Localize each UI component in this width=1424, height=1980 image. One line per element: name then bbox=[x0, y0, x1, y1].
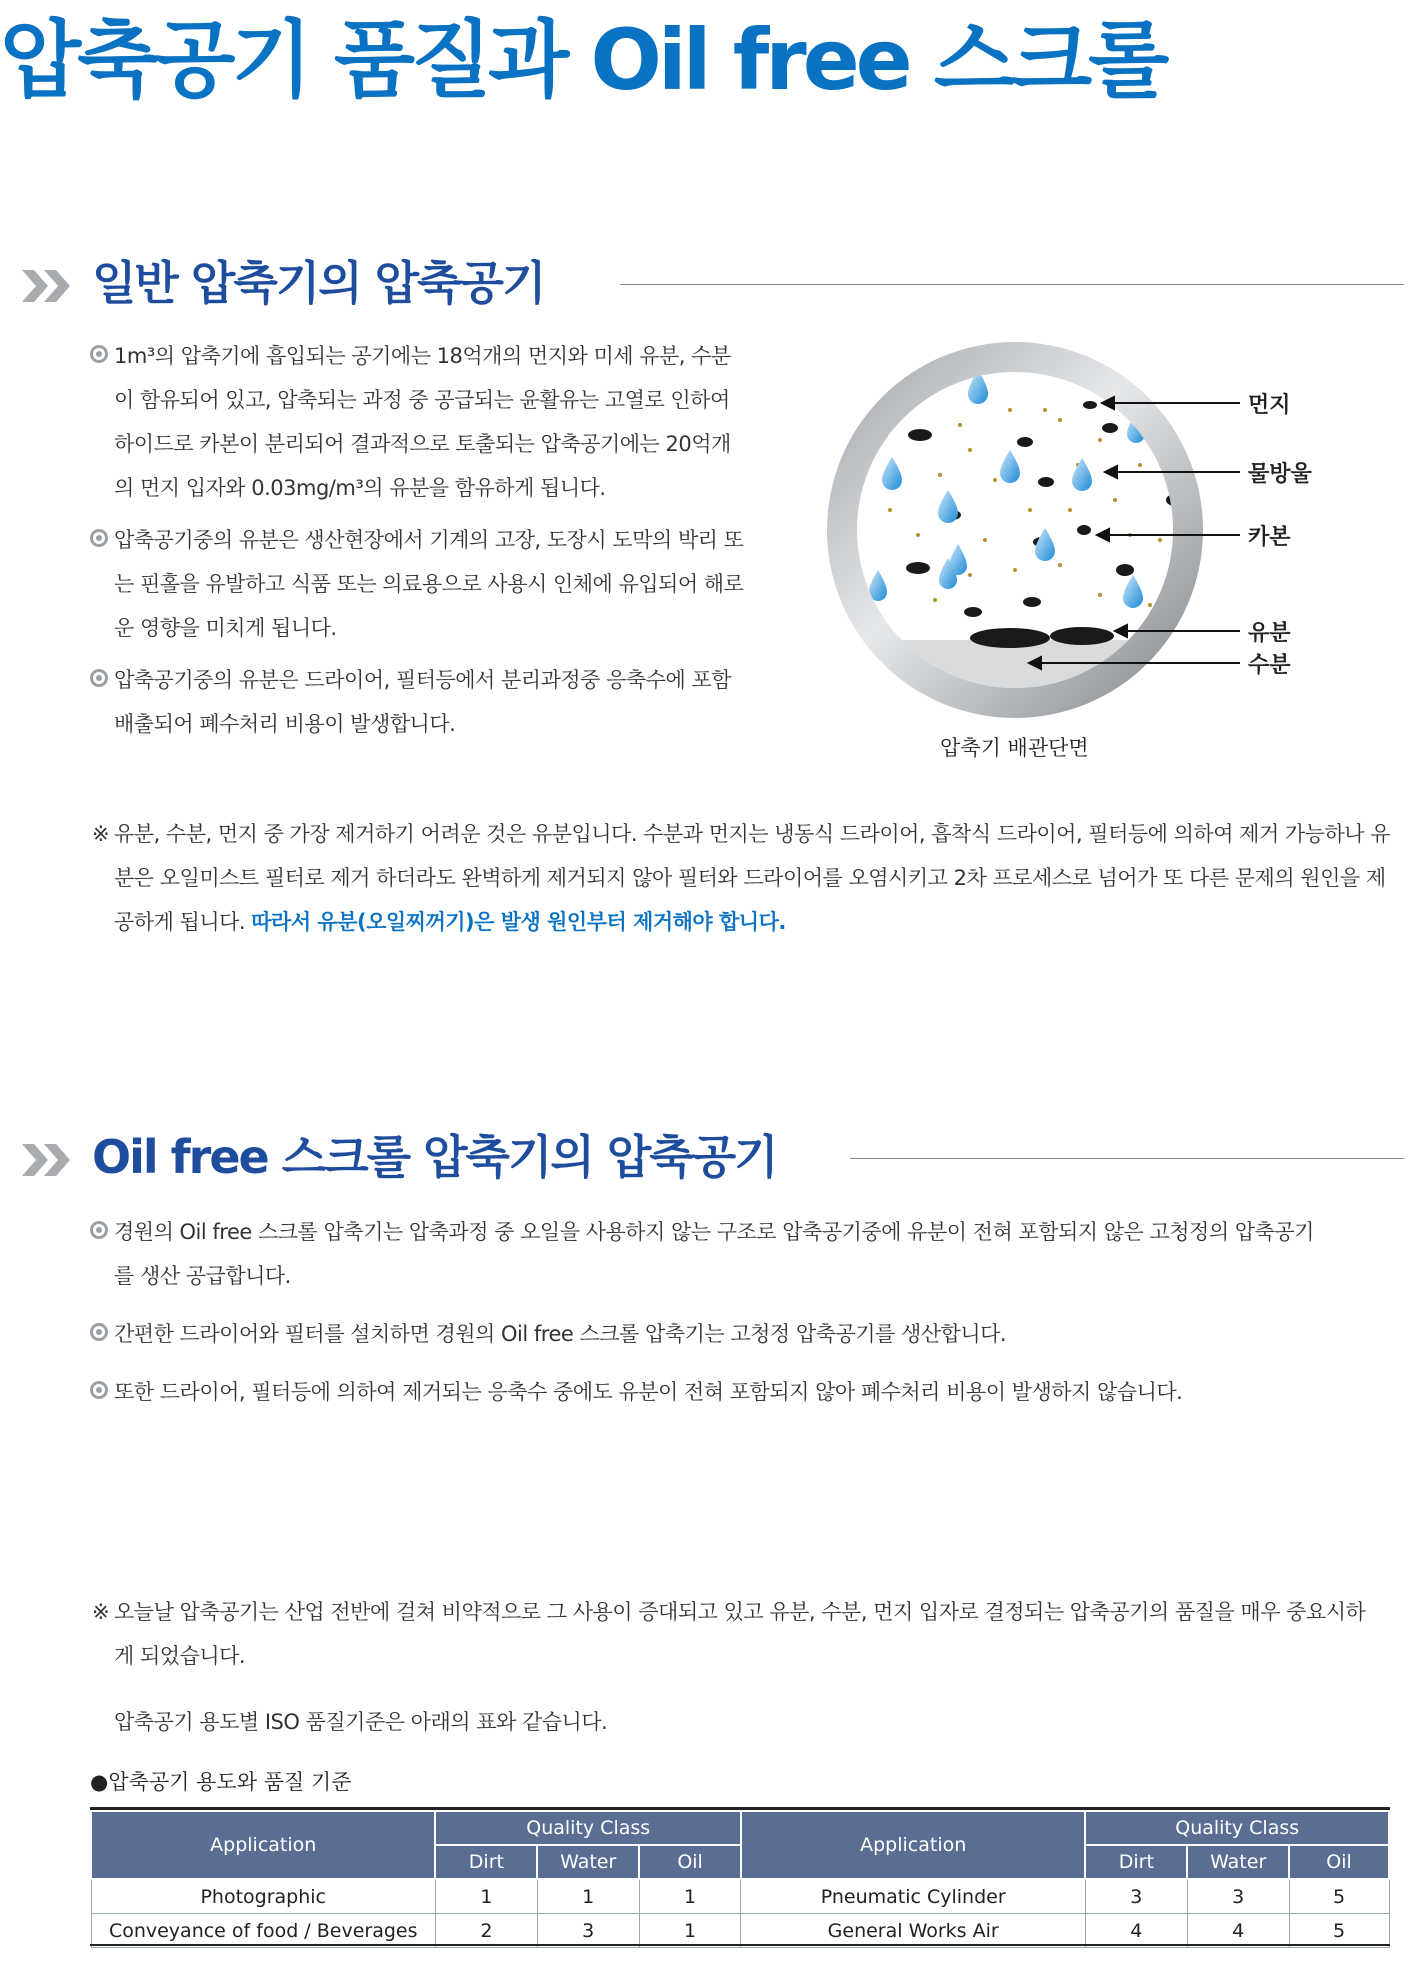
circle-bullet-icon bbox=[90, 1381, 108, 1399]
section2-note2: 압축공기 용도별 ISO 품질기준은 아래의 표와 같습니다. bbox=[114, 1710, 608, 1734]
section1-header bbox=[20, 248, 1404, 318]
pipe-cross-section-diagram bbox=[820, 330, 1380, 740]
section1-bullet-list bbox=[90, 334, 750, 746]
application-header: Application bbox=[91, 1811, 435, 1879]
dirt-cell: 4 bbox=[1085, 1914, 1187, 1948]
page-title: 압축공기 품질과 Oil free 스크롤 bbox=[0, 11, 1166, 109]
list-item: 압축공기중의 유분은 생산현장에서 기계의 고장, 도장시 도막의 박리 또는 핀홀을 유발하고 식품 또는 의료용으로 사용시 인체에 유입되어 해로운 영향을 미치게 됩니다. bbox=[90, 518, 750, 650]
list-item: 또한 드라이어, 필터등에 의하여 제거되는 응축수 중에도 유분이 전혀 포함되지 않아 폐수처리 비용이 발생하지 않습니다. bbox=[90, 1370, 1330, 1414]
reference-mark: ※ bbox=[92, 822, 110, 846]
section2-note: ※ 오늘날 압축공기는 산업 전반에 걸쳐 비약적으로 그 사용이 증대되고 있고 유분, 수분, 먼지 입자로 결정되는 압축공기의 품질을 매우 중요시하게 되었습니다. 압축공기 용도별 ISO 품질기준은 아래의 표와 같습니다. bbox=[92, 1590, 1382, 1744]
table-bottom-rule bbox=[90, 1944, 1390, 1946]
water-cell: 1 bbox=[537, 1879, 639, 1914]
label-oil: 유분 bbox=[1248, 621, 1291, 646]
list-item: 압축공기중의 유분은 드라이어, 필터등에서 분리과정중 응축수에 포함 배출되어 폐수처리 비용이 발생합니다. bbox=[90, 658, 750, 746]
section1-note: ※ 유분, 수분, 먼지 중 가장 제거하기 어려운 것은 유분입니다. 수분과 먼지는 냉동식 드라이어, 흡착식 드라이어, 필터등에 의하여 제거 가능하나 유분은 오일미스트 필터로 제거 하더라도 완벽하게 제거되지 않아 필터와 드라이어를 오염시키고 2차 프로세스로 넘어가 또 다른 문제의 원인을 제공하게 됩니다. 따라서 유분(오일찌꺼기)은 발생 원인부터 제거해야 합니다. bbox=[92, 812, 1402, 944]
water-header: Water bbox=[537, 1845, 639, 1879]
circle-bullet-icon bbox=[90, 1221, 108, 1239]
water-cell: 3 bbox=[537, 1914, 639, 1948]
circle-bullet-icon bbox=[90, 1323, 108, 1341]
oil-cell: 1 bbox=[639, 1879, 741, 1914]
label-moisture: 수분 bbox=[1248, 653, 1291, 678]
label-dust: 먼지 bbox=[1248, 393, 1291, 418]
oil-header: Oil bbox=[1289, 1845, 1389, 1879]
circle-bullet-icon bbox=[90, 529, 108, 547]
oil-cell: 5 bbox=[1289, 1879, 1389, 1914]
quality-class-header: Quality Class bbox=[435, 1811, 741, 1845]
section2-header bbox=[20, 1122, 1404, 1192]
table-row bbox=[91, 1914, 1389, 1948]
dirt-header: Dirt bbox=[435, 1845, 537, 1879]
section1-title: 일반 압축기의 압축공기 bbox=[92, 256, 545, 310]
quality-class-header: Quality Class bbox=[1085, 1811, 1389, 1845]
note-highlight: 따라서 유분(오일찌꺼기)은 발생 원인부터 제거해야 합니다. bbox=[251, 910, 786, 934]
application-cell: General Works Air bbox=[741, 1914, 1085, 1948]
list-item: 1m³의 압축기에 흡입되는 공기에는 18억개의 먼지와 미세 유분, 수분이 함유되어 있고, 압축되는 과정 중 공급되는 윤활유는 고열로 인하여 하이드로 카본이 분리되어 결과적으로 토출되는 압축공기에는 20억개의 먼지 입자와 0.03mg/m³의 유분을 함유하게 됩니다. bbox=[90, 334, 750, 510]
section2-divider bbox=[850, 1158, 1404, 1159]
dirt-header: Dirt bbox=[1085, 1845, 1187, 1879]
water-header: Water bbox=[1187, 1845, 1289, 1879]
section2-title: Oil free 스크롤 압축기의 압축공기 bbox=[92, 1130, 777, 1184]
list-item: 간편한 드라이어와 필터를 설치하면 경원의 Oil free 스크롤 압축기는 고청정 압축공기를 생산합니다. bbox=[90, 1312, 1330, 1356]
application-cell: Photographic bbox=[91, 1879, 435, 1914]
water-cell: 3 bbox=[1187, 1879, 1289, 1914]
diagram-caption: 압축기 배관단면 bbox=[940, 736, 1089, 760]
dirt-cell: 2 bbox=[435, 1914, 537, 1948]
label-water-drop: 물방울 bbox=[1248, 462, 1312, 487]
dirt-cell: 1 bbox=[435, 1879, 537, 1914]
list-item: 경원의 Oil free 스크롤 압축기는 압축과정 중 오일을 사용하지 않는 구조로 압축공기중에 유분이 전혀 포함되지 않은 고청정의 압축공기를 생산 공급합니다. bbox=[90, 1210, 1330, 1298]
application-cell: Pneumatic Cylinder bbox=[741, 1879, 1085, 1914]
oil-header: Oil bbox=[639, 1845, 741, 1879]
circle-bullet-icon bbox=[90, 669, 108, 687]
oil-cell: 1 bbox=[639, 1914, 741, 1948]
quality-table bbox=[90, 1810, 1390, 1948]
reference-mark: ※ bbox=[92, 1600, 110, 1624]
double-chevron-icon bbox=[20, 1140, 80, 1180]
table-row bbox=[91, 1879, 1389, 1914]
application-cell: Conveyance of food / Beverages bbox=[91, 1914, 435, 1948]
section1-divider bbox=[620, 284, 1404, 285]
water-cell: 4 bbox=[1187, 1914, 1289, 1948]
table-caption: ●압축공기 용도와 품질 기준 bbox=[90, 1770, 352, 1794]
application-header: Application bbox=[741, 1811, 1085, 1879]
dirt-cell: 3 bbox=[1085, 1879, 1187, 1914]
oil-cell: 5 bbox=[1289, 1914, 1389, 1948]
section2-bullet-list bbox=[90, 1210, 1330, 1414]
label-carbon: 카본 bbox=[1248, 525, 1291, 550]
circle-bullet-icon bbox=[90, 345, 108, 363]
double-chevron-icon bbox=[20, 266, 80, 306]
